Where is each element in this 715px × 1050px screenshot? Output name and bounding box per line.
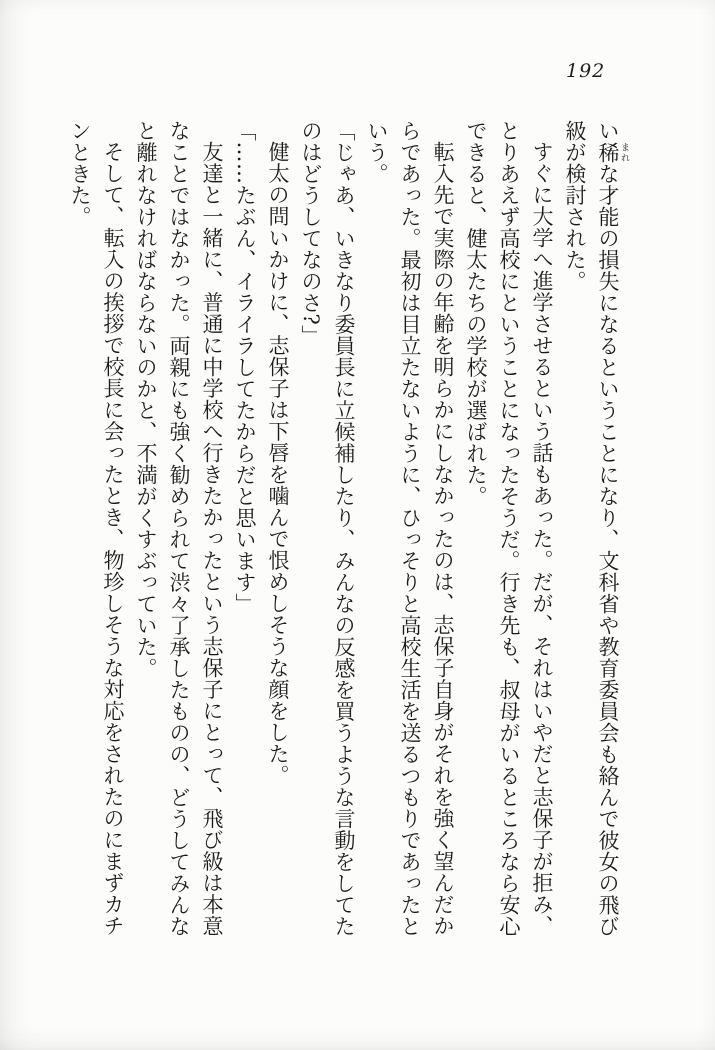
paragraph-1-rest: な才能の損失になるということになり、文科省や教育委員会も絡んで彼女の飛び級が検討された。 [563, 120, 620, 937]
paragraph-1-lead: い [596, 120, 620, 142]
ruby-annotation [596, 141, 629, 164]
ruby-base: 稀 [596, 141, 620, 163]
paragraph-2: すぐに大学へ進学させるという話もあった。だが、それはいやだと志保子が拒み、とりあえず高校にということになったそうだ。行き先も、叔母がいるところなら安心できると、健太たちの学校が選ばれた。 [464, 120, 554, 937]
paragraph-7: 友達と一緒に、普通に中学校へ行きたかったという志保子にとって、飛び級は本意なことではなかった。両親にも強く勧められて渋々了承したものの、どうしてみんなと離れなければならないのかと、不満がくすぶっていた。 [134, 120, 224, 937]
page-number: 192 [566, 60, 606, 82]
paragraph-1 [558, 120, 629, 938]
paragraph-5: 健太の問いかけに、志保子は下唇を噛んで恨めしそうな顔をした。 [266, 141, 290, 786]
paragraph-4-dialogue: 「じゃあ、いきなり委員長に立候補したり、みんなの反感を買うような言動をしてたのはどうしてなのさ?」 [299, 120, 356, 937]
paragraph-8: そして、転入の挨拶で校長に会ったとき、物珍しそうな対応をされたのにまずカチンときた。 [68, 120, 125, 937]
ruby-furigana: まれ [619, 141, 629, 163]
paragraph-3: 転入先で実際の年齢を明らかにしなかったのは、志保子自身がそれを強く望んだからであった。最初は目立たないように、ひっそりと高校生活を送るつもりであったという。 [365, 120, 455, 937]
body-text [63, 120, 629, 938]
paragraph-6-dialogue: 「……たぶん、イライラしてたからだと思います」 [233, 120, 257, 615]
